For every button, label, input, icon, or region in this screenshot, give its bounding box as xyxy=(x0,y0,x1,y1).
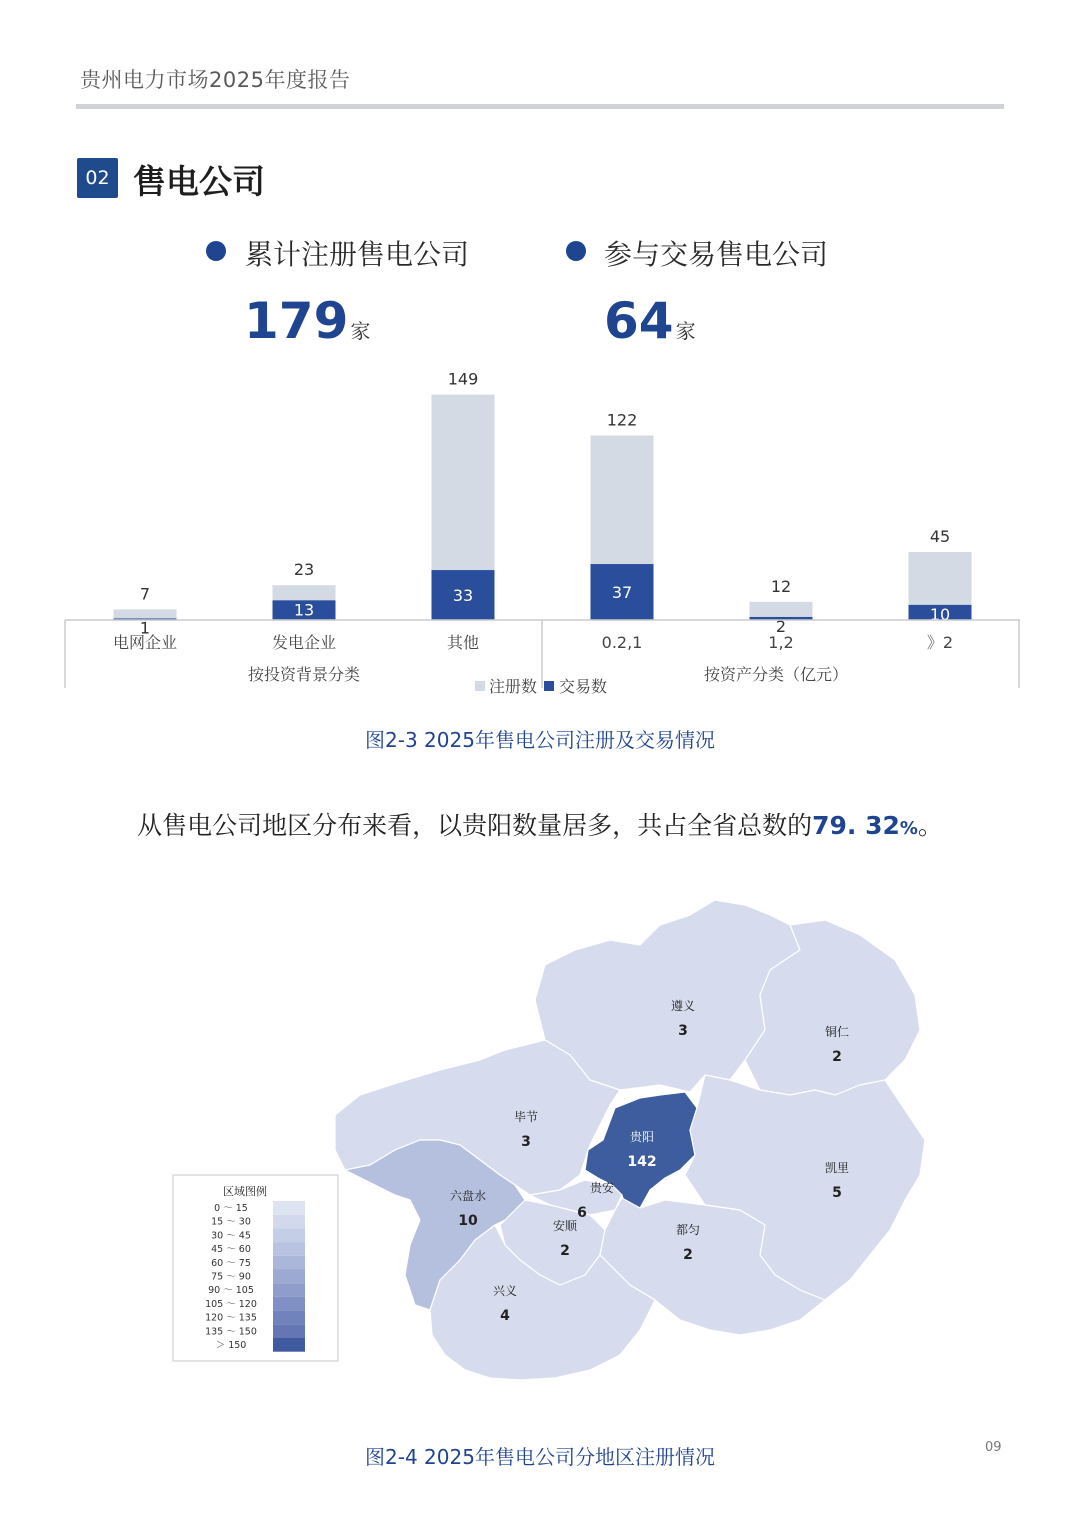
figure-caption-chart: 图2-3 2025年售电公司注册及交易情况 xyxy=(365,728,715,752)
stat-value-trading: 64 家 xyxy=(604,292,696,350)
legend-swatch-trading xyxy=(544,681,554,691)
map-legend-range-10: ＞ 150 xyxy=(215,1340,247,1351)
header-divider xyxy=(76,104,1004,109)
map-legend-range-5: 75 ～ 90 xyxy=(211,1271,251,1283)
map-legend-swatch-6 xyxy=(273,1283,305,1297)
map-legend-title: 区域图例 xyxy=(223,1185,267,1198)
map-legend-range-3: 45 ～ 60 xyxy=(211,1244,251,1256)
map-region-name-5: 六盘水 xyxy=(449,1189,487,1203)
map-legend-range-9: 135 ～ 150 xyxy=(205,1326,257,1338)
figure-caption-map: 图2-4 2025年售电公司分地区注册情况 xyxy=(365,1445,715,1469)
map-legend-swatch-1 xyxy=(273,1215,305,1229)
map-legend-range-4: 60 ～ 75 xyxy=(211,1257,251,1269)
map-legend-range-2: 30 ～ 45 xyxy=(211,1230,251,1242)
report-title: 贵州电力市场2025年度报告 xyxy=(80,68,351,92)
map-region-value-5: 10 xyxy=(458,1213,478,1229)
legend-label-trading: 交易数 xyxy=(559,677,608,696)
x-tick-label-4: 1,2 xyxy=(768,633,794,652)
stat-bullet-trading xyxy=(566,241,586,261)
map-region-value-2: 3 xyxy=(521,1134,531,1150)
stat-unit-trading: 家 xyxy=(675,319,696,343)
map-legend-swatch-8 xyxy=(273,1311,305,1325)
map-region-name-4: 凯里 xyxy=(824,1161,850,1175)
map-legend-swatch-7 xyxy=(273,1297,305,1311)
map-region-value-3: 142 xyxy=(627,1154,657,1170)
label-registered-4: 12 xyxy=(770,576,792,596)
stat-unit-registered: 家 xyxy=(350,319,371,343)
label-trading-0: 1 xyxy=(139,618,151,638)
map-region-name-3: 贵阳 xyxy=(629,1130,655,1144)
group-label-background: 按投资背景分类 xyxy=(247,665,361,684)
map-region-name-1: 铜仁 xyxy=(824,1025,850,1039)
x-tick-label-3: 0.2,1 xyxy=(601,633,643,652)
x-tick-label-1: 发电企业 xyxy=(271,633,337,652)
map-region-value-9: 4 xyxy=(500,1308,510,1324)
map-legend-swatch-5 xyxy=(273,1270,305,1284)
stat-label-trading: 参与交易售电公司 xyxy=(604,238,829,271)
section-number-badge: 02 xyxy=(77,158,118,198)
map-legend-range-6: 90 ～ 105 xyxy=(208,1285,254,1297)
stat-value-registered: 179 家 xyxy=(244,292,371,350)
legend-label-registered: 注册数 xyxy=(489,677,538,696)
map-region-name-9: 兴义 xyxy=(492,1284,518,1298)
section-title: 售电公司 xyxy=(133,162,265,201)
legend-swatch-registered xyxy=(475,681,485,691)
label-trading-4: 2 xyxy=(775,616,787,636)
label-registered-3: 122 xyxy=(606,410,638,430)
stat-bullet-registered xyxy=(206,241,226,261)
map-region-name-0: 遵义 xyxy=(670,999,696,1013)
map-region-value-0: 3 xyxy=(678,1023,688,1039)
map-legend-swatch-2 xyxy=(273,1228,305,1242)
label-registered-1: 23 xyxy=(293,560,315,580)
map-region-name-2: 毕节 xyxy=(513,1110,539,1124)
map-region-name-8: 都匀 xyxy=(675,1223,701,1237)
map-legend-swatch-3 xyxy=(273,1242,305,1256)
map-region-value-8: 2 xyxy=(683,1247,693,1263)
group-label-assets: 按资产分类（亿元） xyxy=(703,665,849,684)
label-trading-3: 37 xyxy=(611,583,633,603)
x-tick-label-2: 其他 xyxy=(446,633,480,652)
map-legend-swatch-0 xyxy=(273,1201,305,1215)
map-legend-swatch-10 xyxy=(273,1338,305,1352)
map-legend-range-0: 0 ～ 15 xyxy=(214,1203,248,1214)
map-legend-range-1: 15 ～ 30 xyxy=(211,1216,251,1228)
map-region-name-7: 安顺 xyxy=(552,1219,578,1233)
stat-label-registered: 累计注册售电公司 xyxy=(245,238,470,271)
registration-bar-chart xyxy=(0,362,1080,702)
label-registered-5: 45 xyxy=(929,526,951,546)
label-registered-0: 7 xyxy=(139,584,151,604)
map-region-name-6: 贵安 xyxy=(589,1181,615,1195)
guizhou-region-map xyxy=(0,880,1080,1400)
distribution-paragraph: 从售电公司地区分布来看，以贵阳数量居多，共占全省总数的79. 32%。 xyxy=(137,811,943,840)
map-legend-swatch-4 xyxy=(273,1256,305,1270)
map-region-value-4: 5 xyxy=(832,1185,842,1201)
label-registered-2: 149 xyxy=(447,369,479,389)
highlight-percentage: 79. 32% xyxy=(812,811,918,840)
label-trading-1: 13 xyxy=(293,600,315,620)
map-legend-range-7: 105 ～ 120 xyxy=(205,1298,257,1310)
map-region-value-7: 2 xyxy=(560,1243,570,1259)
map-region-value-6: 6 xyxy=(577,1205,587,1221)
page-number: 09 xyxy=(985,1440,1002,1455)
x-tick-label-5: 》2 xyxy=(926,633,954,652)
map-region-value-1: 2 xyxy=(832,1049,842,1065)
label-trading-2: 33 xyxy=(452,586,474,606)
x-tick-label-0: 电网企业 xyxy=(112,633,178,652)
map-legend-range-8: 120 ～ 135 xyxy=(205,1312,257,1324)
map-legend-swatch-9 xyxy=(273,1324,305,1338)
label-trading-5: 10 xyxy=(929,604,951,624)
